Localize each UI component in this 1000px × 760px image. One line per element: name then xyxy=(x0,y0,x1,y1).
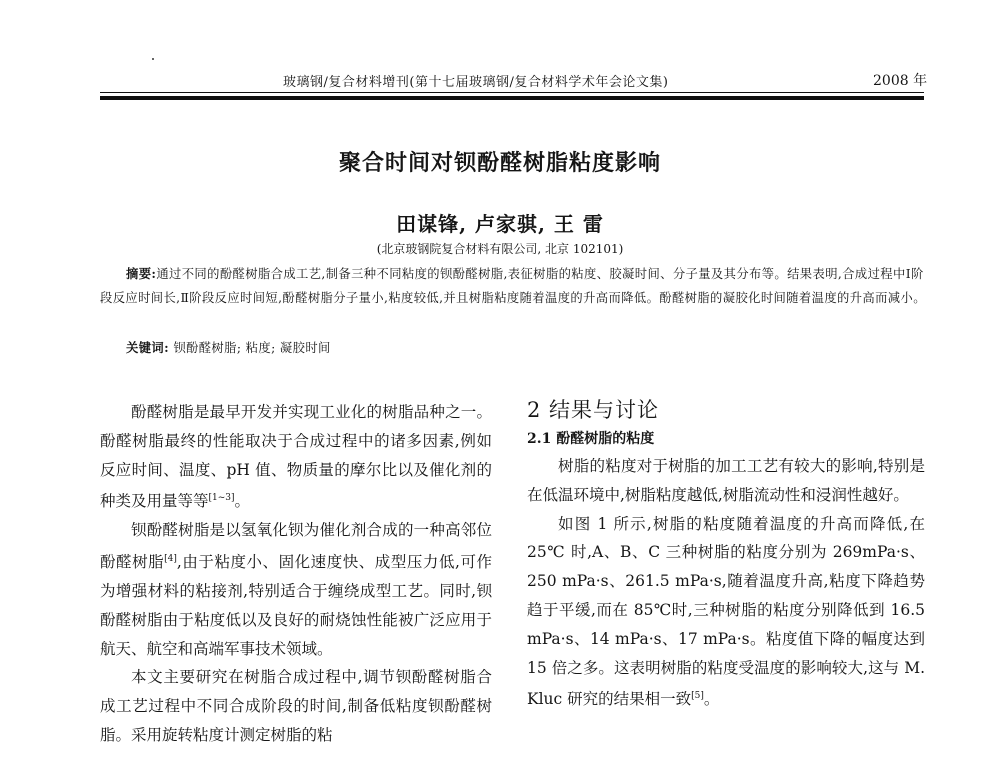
paper-affiliation: (北京玻钢院复合材料有限公司, 北京 102101) xyxy=(376,242,624,256)
keywords-text: 钡酚醛树脂; 粘度; 凝胶时间 xyxy=(173,341,331,355)
scan-speck xyxy=(152,58,154,60)
running-header-year: 2008 年 xyxy=(873,73,928,89)
results-paragraph-1: 树脂的粘度对于树脂的加工工艺有较大的影响,特别是在低温环境中,树脂粘度越低,树脂流动性和浸润性越好。 xyxy=(527,457,925,504)
results-paragraph-2 xyxy=(527,510,925,715)
citation-1-3: [1~3] xyxy=(208,493,235,504)
running-header-journal: 玻璃钢/复合材料增刊(第十七届玻璃钢/复合材料学术年会论文集) xyxy=(283,75,669,90)
header-rule-thin xyxy=(100,92,924,93)
keywords xyxy=(126,338,331,356)
results-column xyxy=(527,452,925,714)
results-p2-text: 如图 1 所示,树脂的粘度随着温度的升高而降低,在 25℃ 时,A、B、C 三种树脂的粘度分别为 269mPa·s、250 mPa·s、261.5 mPa·s,随着温度升高,粘度下降趋势趋于平缓,而在 85℃时,三种树脂的粘度分别降低到 16.5 mPa·s、14 mPa·s、17 mPa·s。粘度值下降的幅度达到 15 倍之多。这表明树脂的粘度受温度的影响较大,这与 M. Kluc 研究的结果相一致 xyxy=(527,514,925,709)
section-heading: 2 结果与讨论 xyxy=(527,398,660,422)
intro-p2-text-b: ,由于粘度小、固化速度快、成型压力低,可作为增强材料的粘接剂,特别适合于缠绕成型工艺。同时,钡酚醛树脂由于粘度低以及良好的耐烧蚀性能被广泛应用于航天、航空和高端军事技术领域。 xyxy=(100,553,492,658)
intro-p1-text: 酚醛树脂是最早开发并实现工业化的树脂品种之一。酚醛树脂最终的性能取决于合成过程中的诸多因素,例如反应时间、温度、pH 值、物质量的摩尔比以及催化剂的种类及用量等等 xyxy=(100,403,492,511)
intro-paragraph-1 xyxy=(100,398,492,516)
intro-column xyxy=(100,398,492,750)
keywords-label: 关键词: xyxy=(126,340,170,355)
paper-title: 聚合时间对钡酚醛树脂粘度影响 xyxy=(338,151,661,176)
intro-paragraph-3: 本文主要研究在树脂合成过程中,调节钡酚醛树脂合成工艺过程中不同合成阶段的时间,制备低粘度钡酚醛树脂。采用旋转粘度计测定树脂的粘 xyxy=(100,668,492,745)
abstract-label: 摘要: xyxy=(126,266,157,281)
results-p2-end: 。 xyxy=(703,690,720,709)
abstract-text: 通过不同的酚醛树脂合成工艺,制备三种不同粘度的钡酚醛树脂,表征树脂的粘度、胶凝时间、分子量及其分布等。结果表明,合成过程中Ⅰ阶段反应时间长,Ⅱ阶段反应时间短,酚醛树脂分子量小,粘度较低,并且树脂粘度随着温度的升高而降低。酚醛树脂的凝胶化时间随着温度的升高而减小。 xyxy=(100,267,926,305)
header-rule-thick xyxy=(100,96,924,100)
citation-4: [4] xyxy=(164,554,177,565)
paper-authors: 田谋锋, 卢家骐, 王 雷 xyxy=(396,212,604,236)
intro-paragraph-2 xyxy=(100,516,492,663)
intro-p1-end: 。 xyxy=(234,492,251,511)
intro-p2-text-a: 钡酚醛树脂是以氢氧化钡为催化剂合成的一种高邻位酚醛树脂 xyxy=(100,521,492,572)
subsection-heading: 2.1 酚醛树脂的粘度 xyxy=(527,431,655,447)
abstract xyxy=(100,262,930,310)
citation-5: [5] xyxy=(691,691,704,702)
